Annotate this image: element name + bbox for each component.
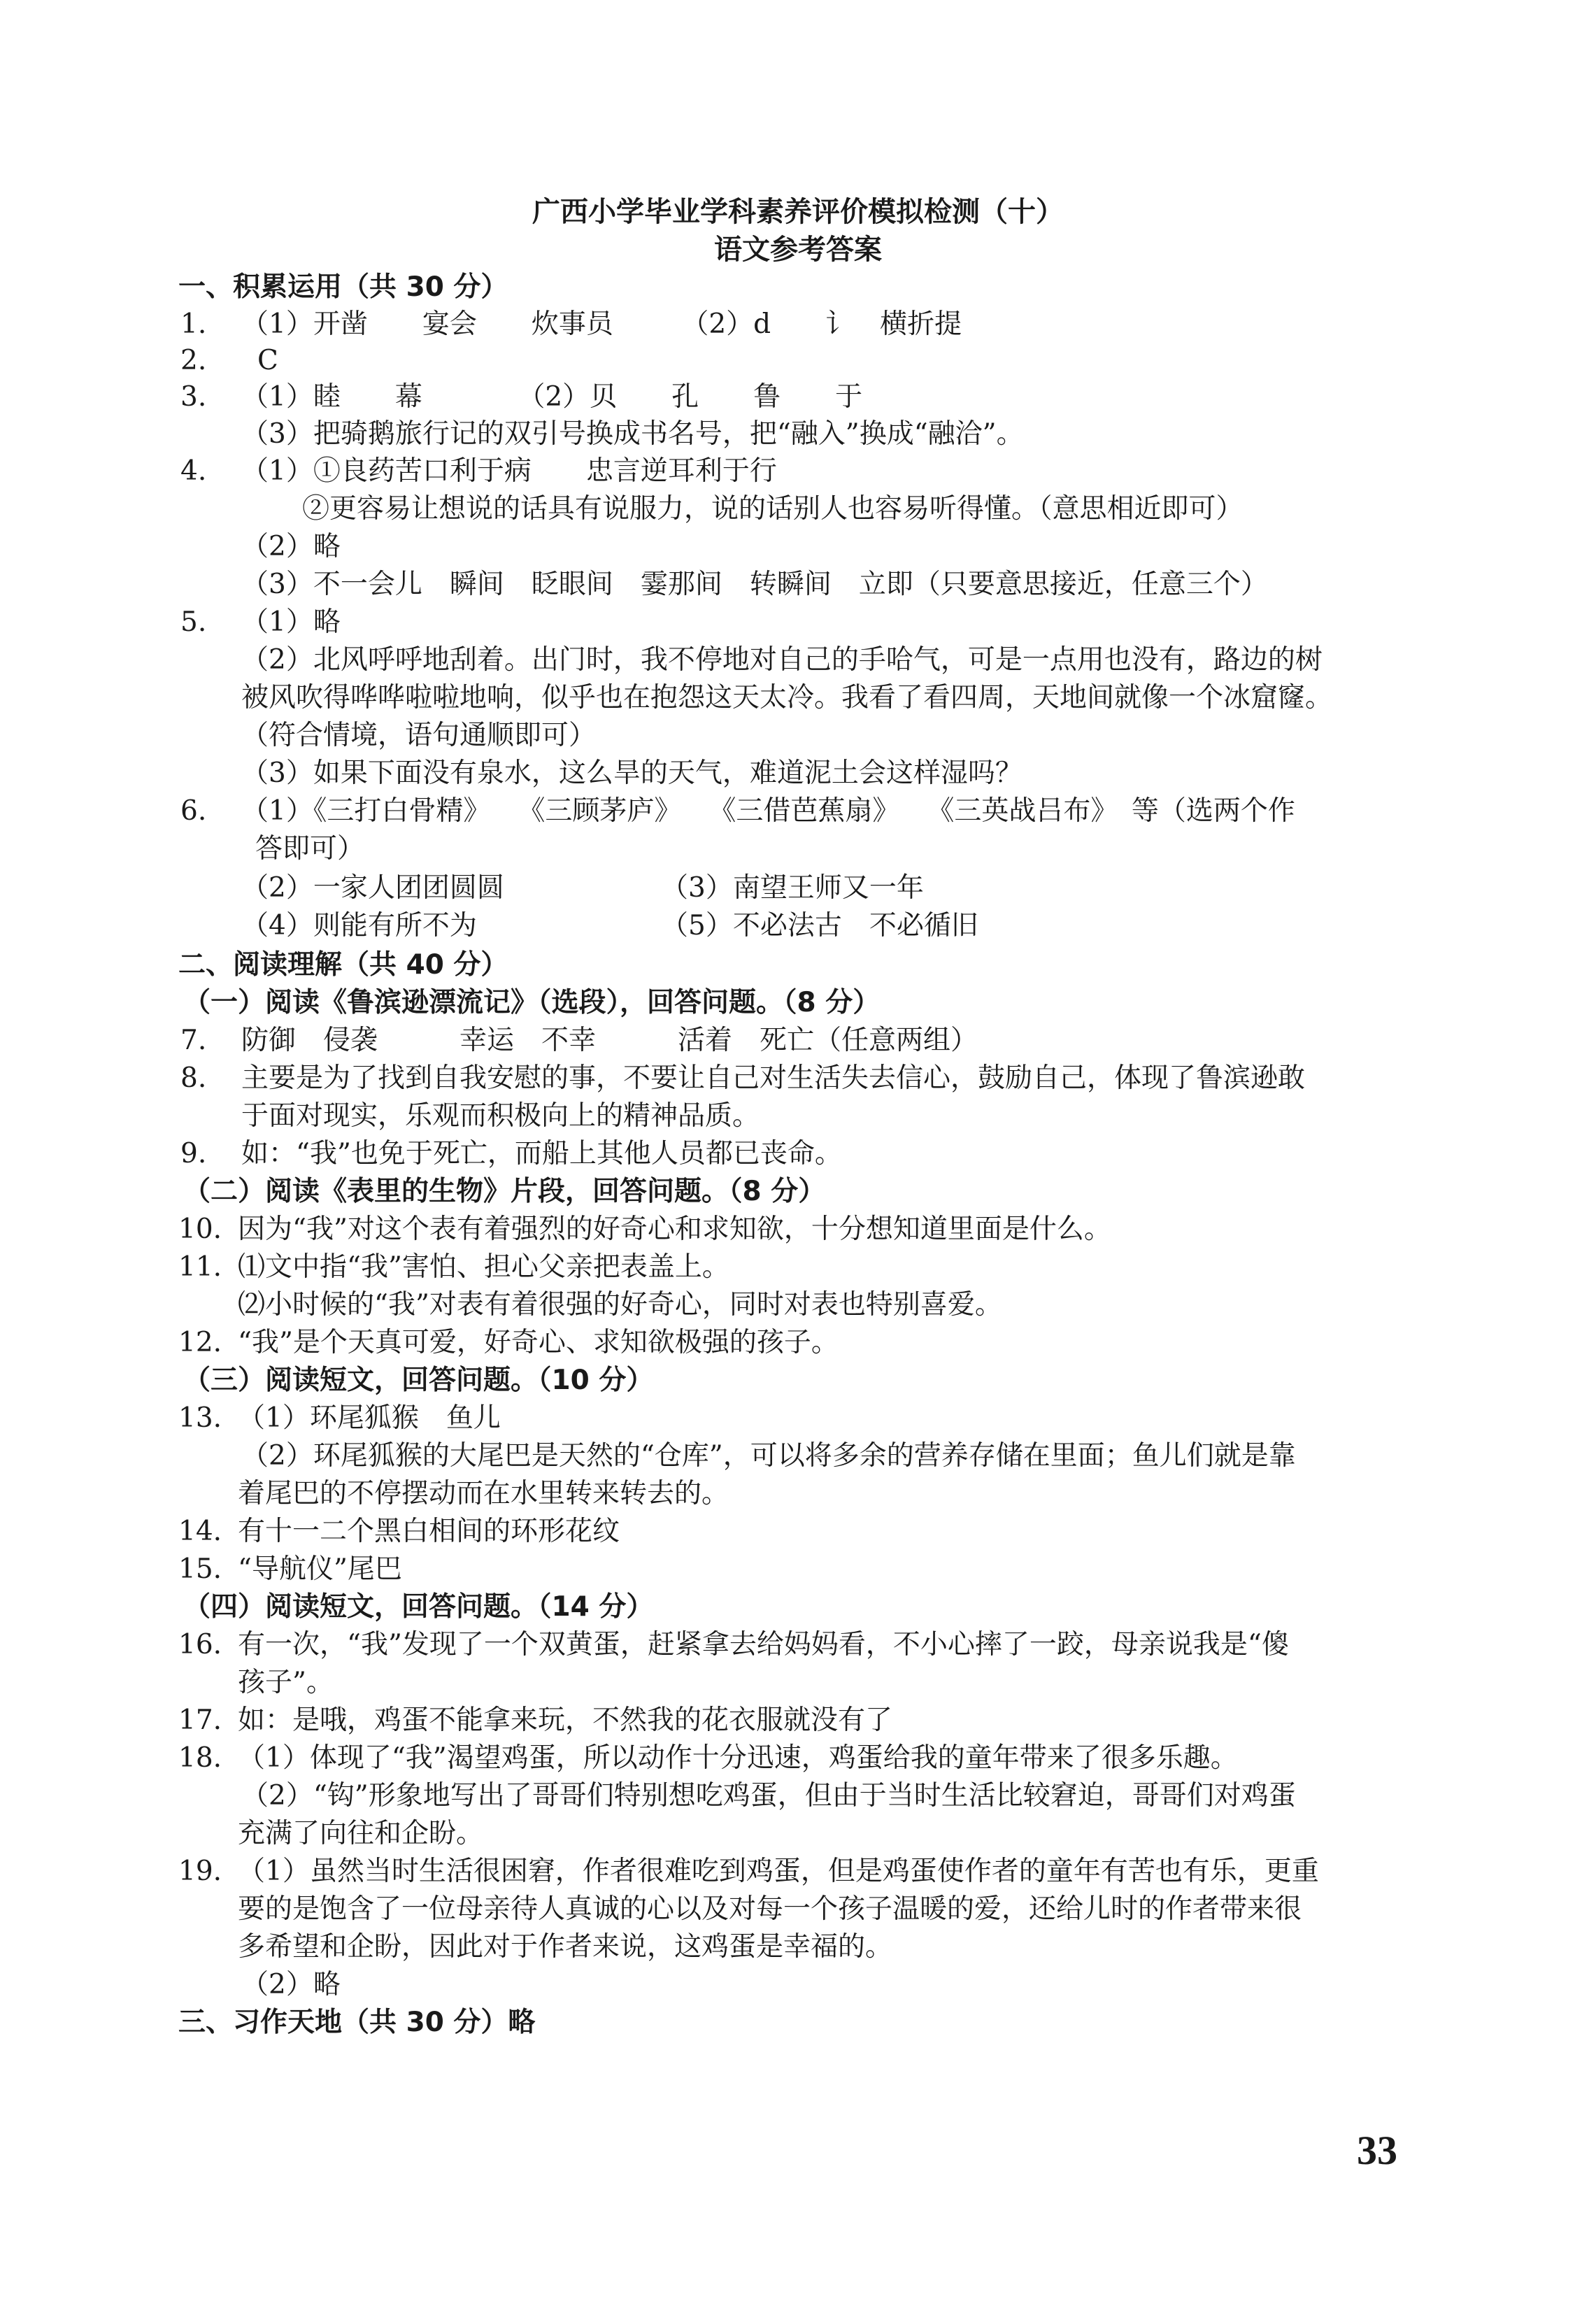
answer-line: （1）体现了“我”渴望鸡蛋，所以动作十分迅速，鸡蛋给我的童年带来了很多乐趣。 bbox=[238, 1742, 1238, 1774]
question-number: 13. bbox=[178, 1402, 222, 1434]
answer-line: 如：“我”也免于死亡，而船上其他人员都已丧命。 bbox=[241, 1138, 842, 1169]
question-number: 9. bbox=[180, 1138, 207, 1169]
page-number: 33 bbox=[1357, 2128, 1397, 2173]
answer-line: 孩子”。 bbox=[238, 1667, 334, 1698]
answer-line: 有十一二个黑白相间的环形花纹 bbox=[238, 1516, 620, 1547]
part-heading: （一）阅读《鲁滨逊漂流记》（选段），回答问题。（8 分） bbox=[183, 987, 881, 1018]
question-number: 11. bbox=[178, 1251, 222, 1283]
answer-line: 着尾巴的不停摆动而在水里转来转去的。 bbox=[238, 1478, 729, 1509]
answer-line: （3）南望王师又一年 bbox=[661, 872, 924, 904]
answer-line: （2）北风呼呼地刮着。出门时，我不停地对自己的手哈气，可是一点用也没有，路边的树 bbox=[241, 644, 1323, 676]
document-title: 广西小学毕业学科素养评价模拟检测（十） bbox=[532, 195, 1064, 228]
answer-line: 因为“我”对这个表有着强烈的好奇心和求知欲，十分想知道里面是什么。 bbox=[238, 1214, 1111, 1245]
answer-line: “导航仪”尾巴 bbox=[238, 1553, 402, 1585]
question-number: 10. bbox=[178, 1214, 222, 1245]
answer-line: （2）略 bbox=[241, 531, 341, 562]
answer-line: ⑴文中指“我”害怕、担心父亲把表盖上。 bbox=[238, 1251, 729, 1283]
answer-line: （3）不一会儿 瞬间 眨眼间 霎那间 转瞬间 立即（只要意思接近，任意三个） bbox=[241, 569, 1268, 600]
answer-line: 有一次，“我”发现了一个双黄蛋，赶紧拿去给妈妈看，不小心摔了一跤，母亲说我是“傻 bbox=[238, 1629, 1289, 1660]
answer-line: 于面对现实，乐观而积极向上的精神品质。 bbox=[241, 1100, 760, 1132]
question-number: 5. bbox=[180, 606, 207, 638]
answer-line: （2）一家人团团圆圆 bbox=[241, 872, 504, 904]
section-heading: 一、积累运用（共 30 分） bbox=[178, 271, 508, 303]
question-number: 15. bbox=[178, 1553, 222, 1585]
answer-line: 主要是为了找到自我安慰的事，不要让自己对生活失去信心，鼓励自己，体现了鲁滨逊敢 bbox=[241, 1062, 1306, 1094]
question-number: 16. bbox=[178, 1629, 222, 1660]
question-number: 4. bbox=[180, 455, 207, 487]
question-number: 12. bbox=[178, 1327, 222, 1358]
answer-line: ②更容易让想说的话具有说服力，说的话别人也容易听得懂。（意思相近即可） bbox=[302, 493, 1244, 525]
question-number: 3. bbox=[180, 381, 207, 413]
question-number: 6. bbox=[180, 795, 207, 827]
part-heading: （三）阅读短文，回答问题。（10 分） bbox=[183, 1365, 654, 1396]
answer-line: （4）则能有所不为 bbox=[241, 910, 477, 941]
answer-line: （3）把骑鹅旅行记的双引号换成书名号，把“融入”换成“融洽”。 bbox=[241, 418, 1024, 450]
answer-line: 如：是哦，鸡蛋不能拿来玩，不然我的花衣服就没有了 bbox=[238, 1704, 893, 1736]
document-subtitle: 语文参考答案 bbox=[714, 233, 882, 266]
answer-line: （2）“钩”形象地写出了哥哥们特别想吃鸡蛋，但由于当时生活比较窘迫，哥哥们对鸡蛋 bbox=[241, 1780, 1296, 1812]
answer-line: （2）略 bbox=[241, 1969, 341, 2000]
answer-line: （3）如果下面没有泉水，这么旱的天气，难道泥土会这样湿吗？ bbox=[241, 757, 1023, 789]
answer-line: 防御 侵袭 幸运 不幸 活着 死亡（任意两组） bbox=[241, 1025, 978, 1056]
answer-line: 充满了向往和企盼。 bbox=[238, 1818, 484, 1849]
answer-line: 多希望和企盼，因此对于作者来说，这鸡蛋是幸福的。 bbox=[238, 1931, 893, 1963]
answer-line: （符合情境，语句通顺即可） bbox=[241, 720, 597, 751]
question-number: 19. bbox=[178, 1856, 222, 1887]
question-number: 8. bbox=[180, 1062, 207, 1094]
question-number: 14. bbox=[178, 1516, 222, 1547]
question-number: 1. bbox=[180, 308, 207, 340]
part-heading: （四）阅读短文，回答问题。（14 分） bbox=[183, 1591, 654, 1623]
section-heading: 二、阅读理解（共 40 分） bbox=[178, 949, 508, 981]
answer-line: （1）①良药苦口利于病 忠言逆耳利于行 bbox=[241, 455, 777, 487]
answer-line: （2）环尾狐猴的大尾巴是天然的“仓库”，可以将多余的营养存储在里面；鱼儿们就是靠 bbox=[241, 1440, 1296, 1472]
answer-line: （1）略 bbox=[241, 606, 341, 638]
question-number: 17. bbox=[178, 1704, 222, 1736]
answer-line: （1）虽然当时生活很困窘，作者很难吃到鸡蛋，但是鸡蛋使作者的童年有苦也有乐，更重 bbox=[238, 1856, 1319, 1887]
answer-line: （1）环尾狐猴 鱼儿 bbox=[238, 1402, 501, 1434]
answer-line: 答即可） bbox=[255, 833, 365, 864]
answer-line: （5）不必法古 不必循旧 bbox=[661, 910, 978, 941]
answer-line: （1）睦 幕 （2）贝 孔 鲁 于 bbox=[241, 381, 863, 413]
answer-line: ⑵小时候的“我”对表有着很强的好奇心，同时对表也特别喜爱。 bbox=[238, 1289, 1002, 1321]
answer-line: 被风吹得哗哗啦啦地响，似乎也在抱怨这天太冷。我看了看四周，天地间就像一个冰窟窿。 bbox=[241, 682, 1333, 713]
answer-line: （1）开凿 宴会 炊事员 （2）d 讠 横折提 bbox=[241, 308, 962, 340]
question-number: 7. bbox=[180, 1025, 207, 1056]
section-heading: 三、习作天地（共 30 分）略 bbox=[178, 2007, 536, 2038]
answer-line: “我”是个天真可爱，好奇心、求知欲极强的孩子。 bbox=[238, 1327, 839, 1358]
answer-line: 要的是饱含了一位母亲待人真诚的心以及对每一个孩子温暖的爱，还给儿时的作者带来很 bbox=[238, 1893, 1302, 1925]
question-number: 2. bbox=[180, 345, 207, 376]
answer-line: （1）《三打白骨精》 《三顾茅庐》 《三借芭蕉扇》 《三英战吕布》 等（选两个作 bbox=[241, 795, 1295, 827]
question-number: 18. bbox=[178, 1742, 222, 1774]
part-heading: （二）阅读《表里的生物》片段，回答问题。（8 分） bbox=[183, 1176, 826, 1207]
answer-line: C bbox=[257, 345, 278, 376]
